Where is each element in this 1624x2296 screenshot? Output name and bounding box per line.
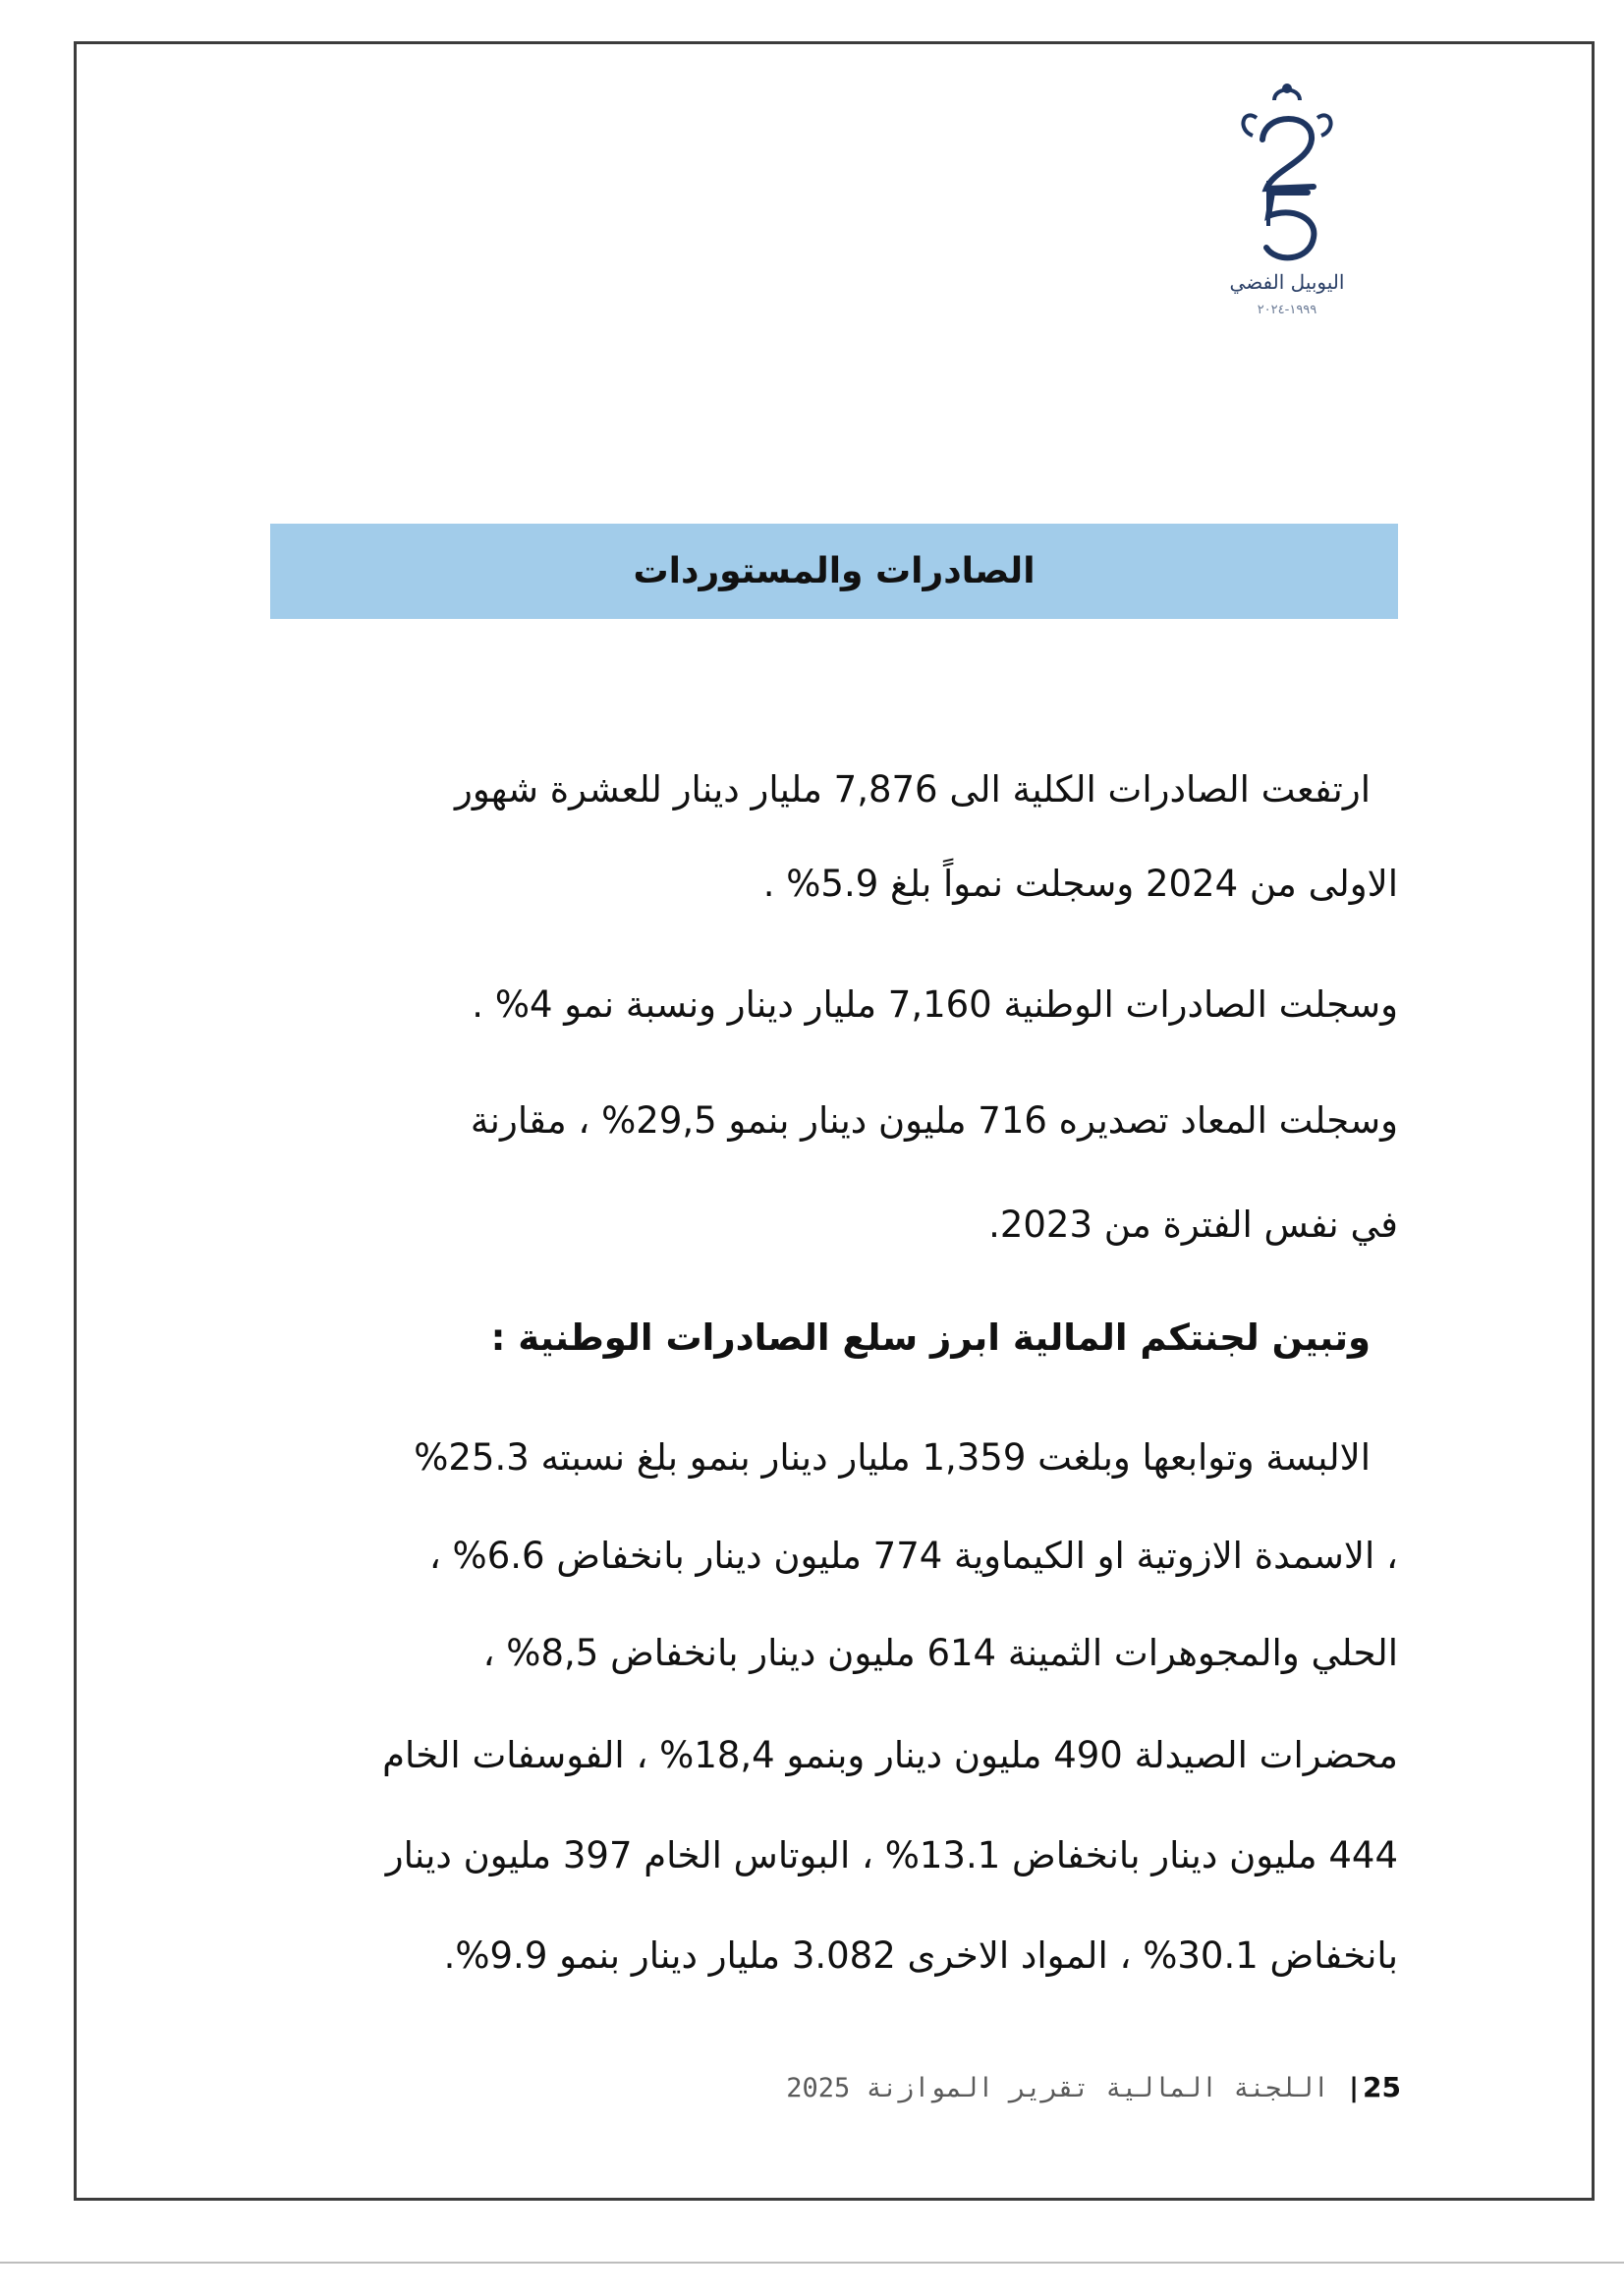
page-footer (196, 2071, 1401, 2103)
paragraph-line: وسجلت المعاد تصديره 716 مليون دينار بنمو 29,5% ، مقارنة (470, 1099, 1398, 1142)
section-title: الصادرات والمستوردات (633, 551, 1036, 591)
jubilee-25-emblem-icon (1223, 79, 1351, 275)
paragraph-line: وسجلت الصادرات الوطنية 7,160 مليار دينار ونسبة نمو 4% . (472, 983, 1398, 1026)
page-number: 25 (1363, 2071, 1401, 2103)
paragraph-line: ارتفعت الصادرات الكلية الى 7,876 مليار دينار للعشرة شهور (454, 768, 1371, 811)
footer-separator: | (1349, 2073, 1360, 2103)
list-heading: وتبين لجنتكم المالية ابرز سلع الصادرات الوطنية : (490, 1316, 1371, 1359)
silver-jubilee-logo (1223, 79, 1351, 334)
list-line: 444 مليون دينار بانخفاض 13.1% ، البوتاس الخام 397 مليون دينار (385, 1834, 1398, 1876)
paragraph-line: الاولى من 2024 وسجلت نمواً بلغ 5.9% . (762, 863, 1398, 905)
jubilee-years: ١٩٩٩-٢٠٢٤ (1257, 303, 1317, 317)
list-line: الالبسة وتوابعها وبلغت 1,359 مليار دينار بنمو بلغ نسبته 25.3% (414, 1436, 1371, 1479)
list-line: محضرات الصيدلة 490 مليون دينار وبنمو 18,4% ، الفوسفات الخام (382, 1734, 1398, 1776)
scan-edge-line (0, 2262, 1624, 2264)
list-line: الحلي والمجوهرات الثمينة 614 مليون دينار بانخفاض 8,5% ، (482, 1632, 1398, 1674)
paragraph-line: في نفس الفترة من 2023. (988, 1204, 1398, 1246)
section-title-banner (270, 524, 1398, 619)
list-line: بانخفاض 30.1% ، المواد الاخرى 3.082 مليار دينار بنمو 9.9%. (443, 1934, 1398, 1977)
footer-title: اللجنة المالية تقرير الموازنة 2025 (786, 2073, 1329, 2103)
jubilee-caption: اليوبيل الفضي (1229, 270, 1345, 294)
list-line: ، الاسمدة الازوتية او الكيماوية 774 مليون دينار بانخفاض 6.6% ، (428, 1535, 1398, 1577)
